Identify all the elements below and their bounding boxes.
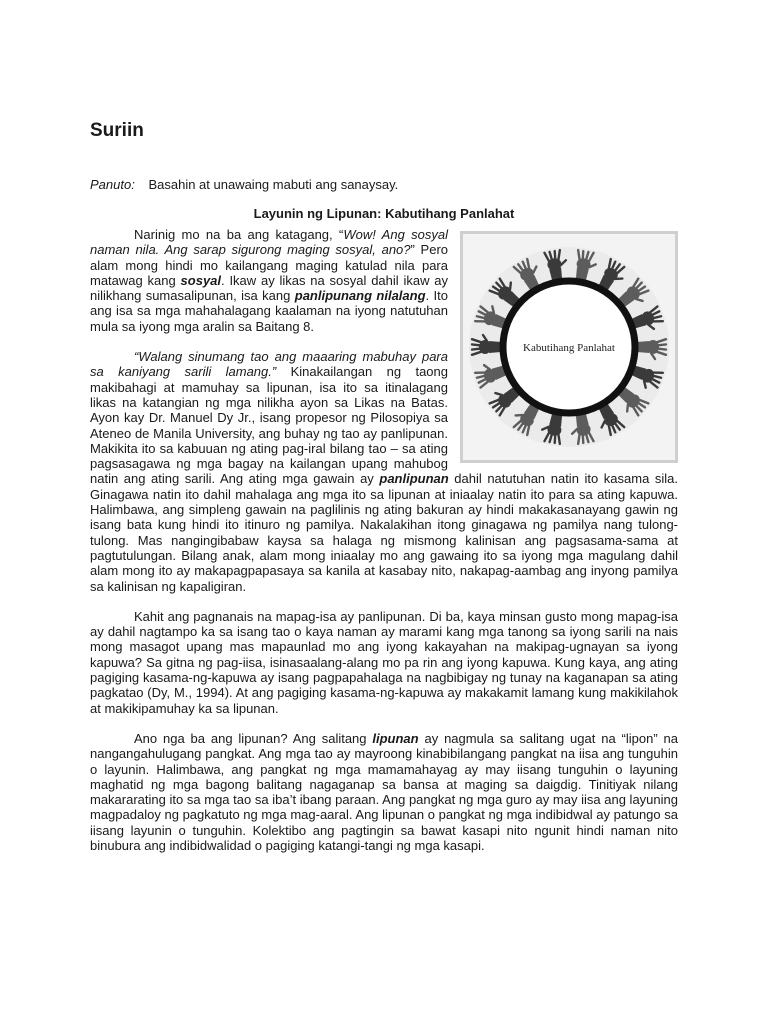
directions-label: Panuto: (90, 177, 135, 192)
kabutihang-panlahat-illustration (460, 231, 678, 463)
essay-title: Layunin ng Lipunan: Kabutihang Panlahat (253, 206, 515, 221)
paragraph-2: “Walang sinumang tao ang maaaring mabuhay para sa kaniyang sarili lamang.” Kinakailangan ng taong makibahagi at mamuhay sa lipunan, isa ito sa itinalagang likas na katangian ng mga nilikha ayon sa Likas na Batas. Ayon kay Dr. Manuel Dy Jr., isang propesor ng Pilosopiya sa Ateneo de Manila University, ang buhay ng tao ay panlipunan. Makikita ito sa kabuuan ng ating pag-iral bilang tao – sa ating pagsasagawa ng mga bagay na kailangan upang mahubog natin ang ating sarili. Ang ating mga gawain ay panlipunan dahil natutuhan natin ito kasama sila. Ginagawa natin ito dahil mahalaga ang mga ito sa lipunan at iniaalay natin ito para sa ating kapuwa. Halimbawa, ang simpleng gawain na paglilinis ng ating bakuran ay hindi makakasanayang gawin ng isang bata kung hindi ito itinuro ng pamilya. Nakalakihan itong ginagawa ng pamilya nang tulong-tulong. Mas nangingibabaw kaysa sa halaga ng mismong kalinisan ang pagsasama-sama at pagtutulungan. Bilang anak, alam mong iniaalay mo ang gawaing ito sa iyong mga magulang dahil alam mong ito ay makapagpapasaya sa kanila at kasabay nito, nakapag-aambag ang inyong pamilya sa kalinisan ng kapaligiran. (90, 349, 679, 594)
directions (90, 177, 398, 193)
essay-body (90, 227, 678, 853)
page-heading: Suriin (90, 120, 144, 141)
illustration-label: Kabutihang Panlahat (523, 342, 615, 354)
directions-text: Basahin at unawaing mabuti ang sanaysay. (148, 177, 399, 192)
paragraph-3: Kahit ang pagnanais na mapag-isa ay panlipunan. Di ba, kaya minsan gusto mong mapag-isa ay dahil nagtampo ka sa isang tao o kaya naman ay marami kang mga tanong sa iyong sarili na nais mong masagot upang mas mapaunlad mo ang iyong kakayahan na makipag-ugnayan sa iyong kapuwa? Sa gitna ng pag-iisa, isinasaalang-alang mo pa rin ang iyong kapuwa. Kung kaya, ang ating pagiging kasama-ng-kapuwa ay isang pagpapahalaga na nagbibigay ng tunay na kaganapan sa ating pagkatao (Dy, M., 1994). At ang pagiging kasama-ng-kapuwa ay makakamit lamang kung makikilahok at makikipamuhay ka sa lipunan. (90, 608, 678, 716)
paragraph-4: Ano nga ba ang lipunan? Ang salitang lipunan ay nagmula sa salitang ugat na “lipon” na nangangahulugang pangkat. Ang mga tao ay mayroong kinabibilangang pangkat na iisa ang tunguhin o layunin. Halimbawa, ang pangkat ng mga mamamahayag ay may iisang tunguhin o layuning maghatid ng mga bagong balitang nagaganap sa bansa at maging sa daigdig. Tinitiyak nilang makararating ito sa mga tao sa iba’t ibang paraan. Ang pangkat ng mga guro ay may iisa ang layuning magpadaloy ng pagkatuto ng mga mag-aaral. Ang lipunan o pangkat ng mga indibidwal ay patungo sa iisang layunin o tunguhin. Kolektibo ang pagtingin sa bawat kasapi nito ngunit hindi naman nito binubura ang indibidwalidad o pagiging katangi-tangi ng mga kasapi. (90, 730, 678, 853)
paragraph-1: Narinig mo na ba ang katagang, “Wow! Ang sosyal naman nila. Ang sarap sigurong maging sosyal, ano?” Pero alam mong hindi mo kailangang maging katulad nila para matawag kang sosyal. Ikaw ay likas na sosyal dahil ikaw ay nilikhang sumasalipunan, isa kang panlipunang nilalang. Ito ang isa sa mga mahahalagang kaalaman na iyong natutuhan mula sa iyong mga aralin sa Baitang 8. (90, 227, 449, 334)
hands-circle-image (469, 247, 669, 447)
